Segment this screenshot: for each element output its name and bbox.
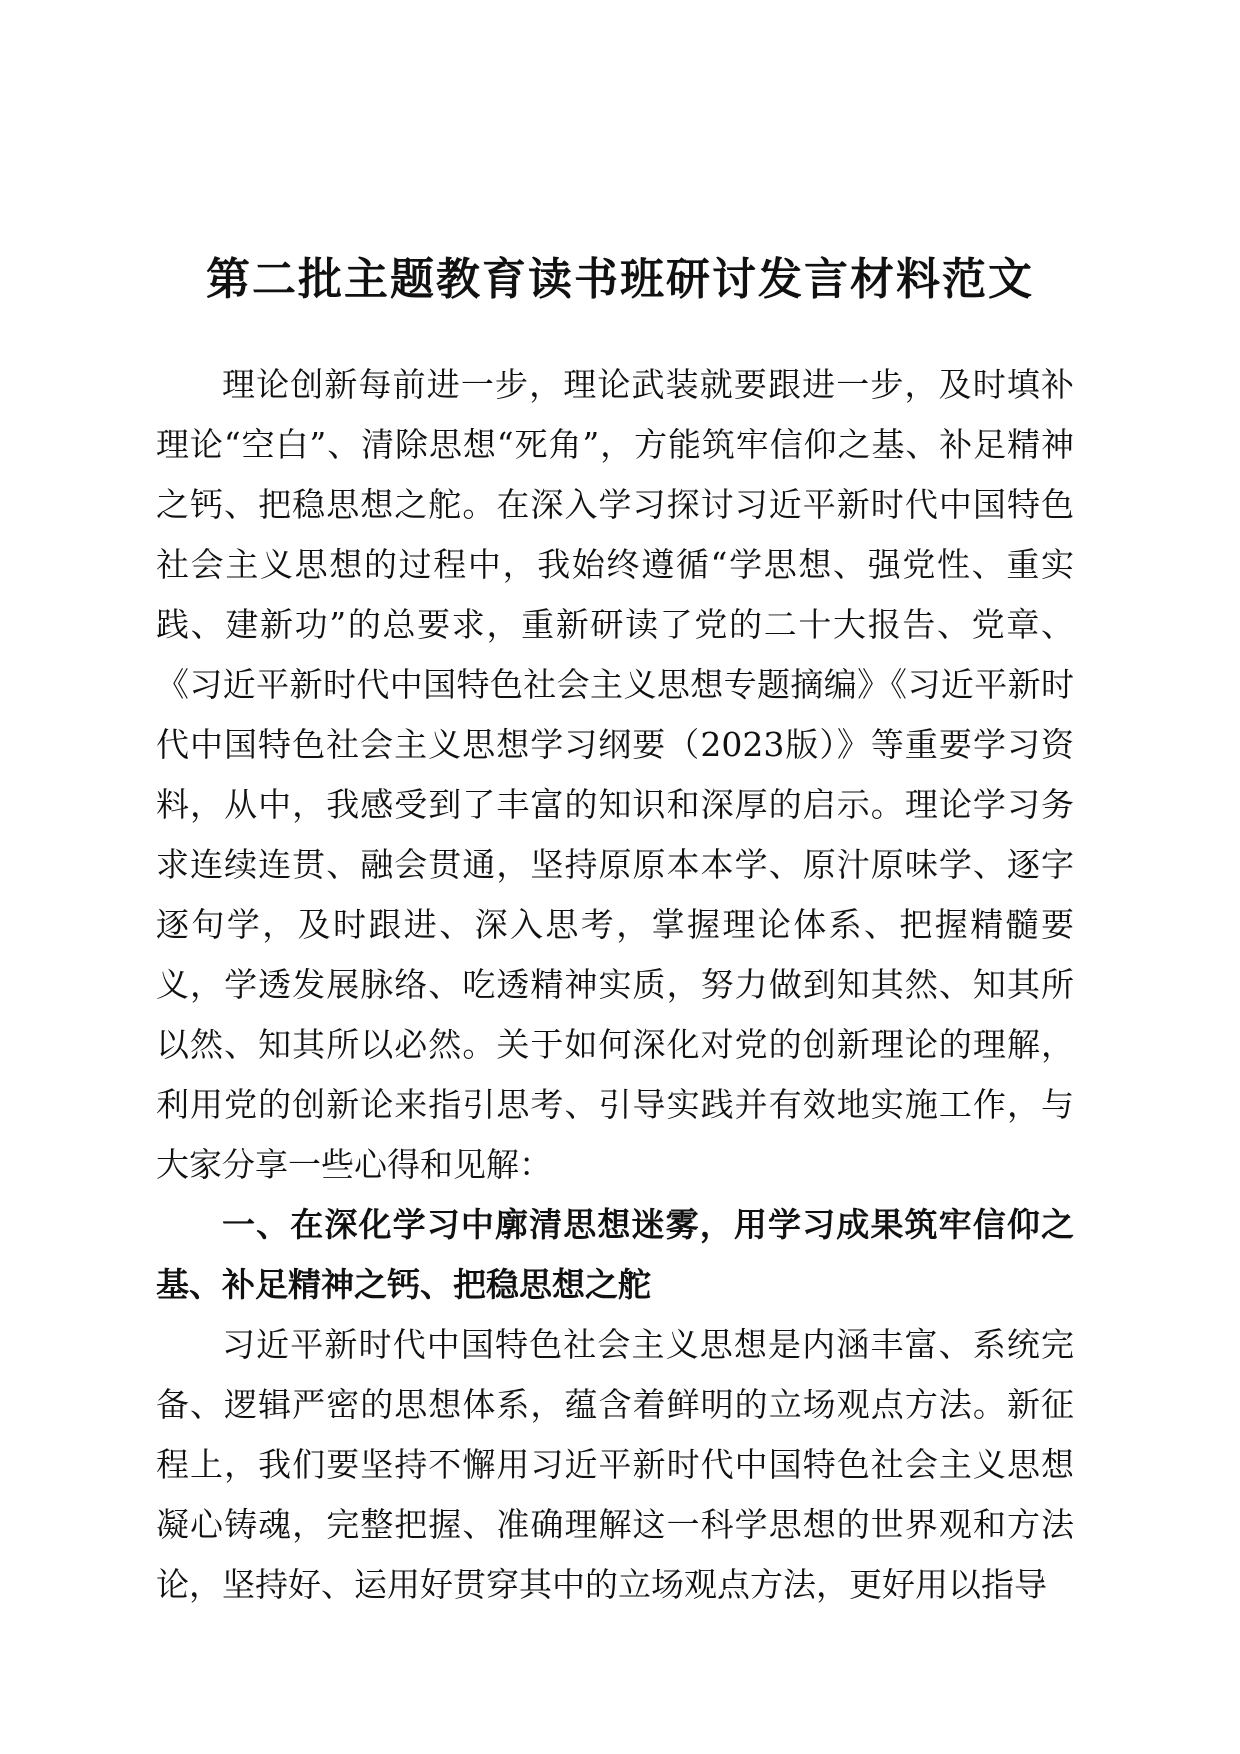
intro-paragraph: 理论创新每前进一步，理论武装就要跟进一步，及时填补理论“空白”、清除思想“死角”，方能筑牢信仰之基、补足精神之钙、把稳思想之舵。在深入学习探讨习近平新时代中国特色社会主义思想的过程中，我始终遵循“学思想、强党性、重实践、建新功”的总要求，重新研读了党的二十大报告、党章、《习近平新时代中国特色社会主义思想专题摘编》《习近平新时代中国特色社会主义思想学习纲要（2023版）》等重要学习资料，从中，我感受到了丰富的知识和深厚的启示。理论学习务求连续连贯、融会贯通，坚持原原本本学、原汁原味学、逐字逐句学，及时跟进、深入思考，掌握理论体系、把握精髓要义，学透发展脉络、吃透精神实质，努力做到知其然、知其所以然、知其所以必然。关于如何深化对党的创新理论的理解，利用党的创新论来指引思考、引导实践并有效地实施工作，与大家分享一些心得和见解：: [156, 365, 1074, 1184]
document-body: [156, 355, 1074, 1615]
section-heading-1: 一、在深化学习中廓清思想迷雾，用学习成果筑牢信仰之基、补足精神之钙、把稳思想之舵: [156, 1205, 1074, 1304]
document-title: 第二批主题教育读书班研讨发言材料范文: [206, 254, 1034, 305]
section-1-paragraph: 习近平新时代中国特色社会主义思想是内涵丰富、系统完备、逻辑严密的思想体系，蕴含着鲜明的立场观点方法。新征程上，我们要坚持不懈用习近平新时代中国特色社会主义思想凝心铸魂，完整把握、准确理解这一科学思想的世界观和方法论，坚持好、运用好贯穿其中的立场观点方法，更好用以指导: [156, 1325, 1074, 1604]
